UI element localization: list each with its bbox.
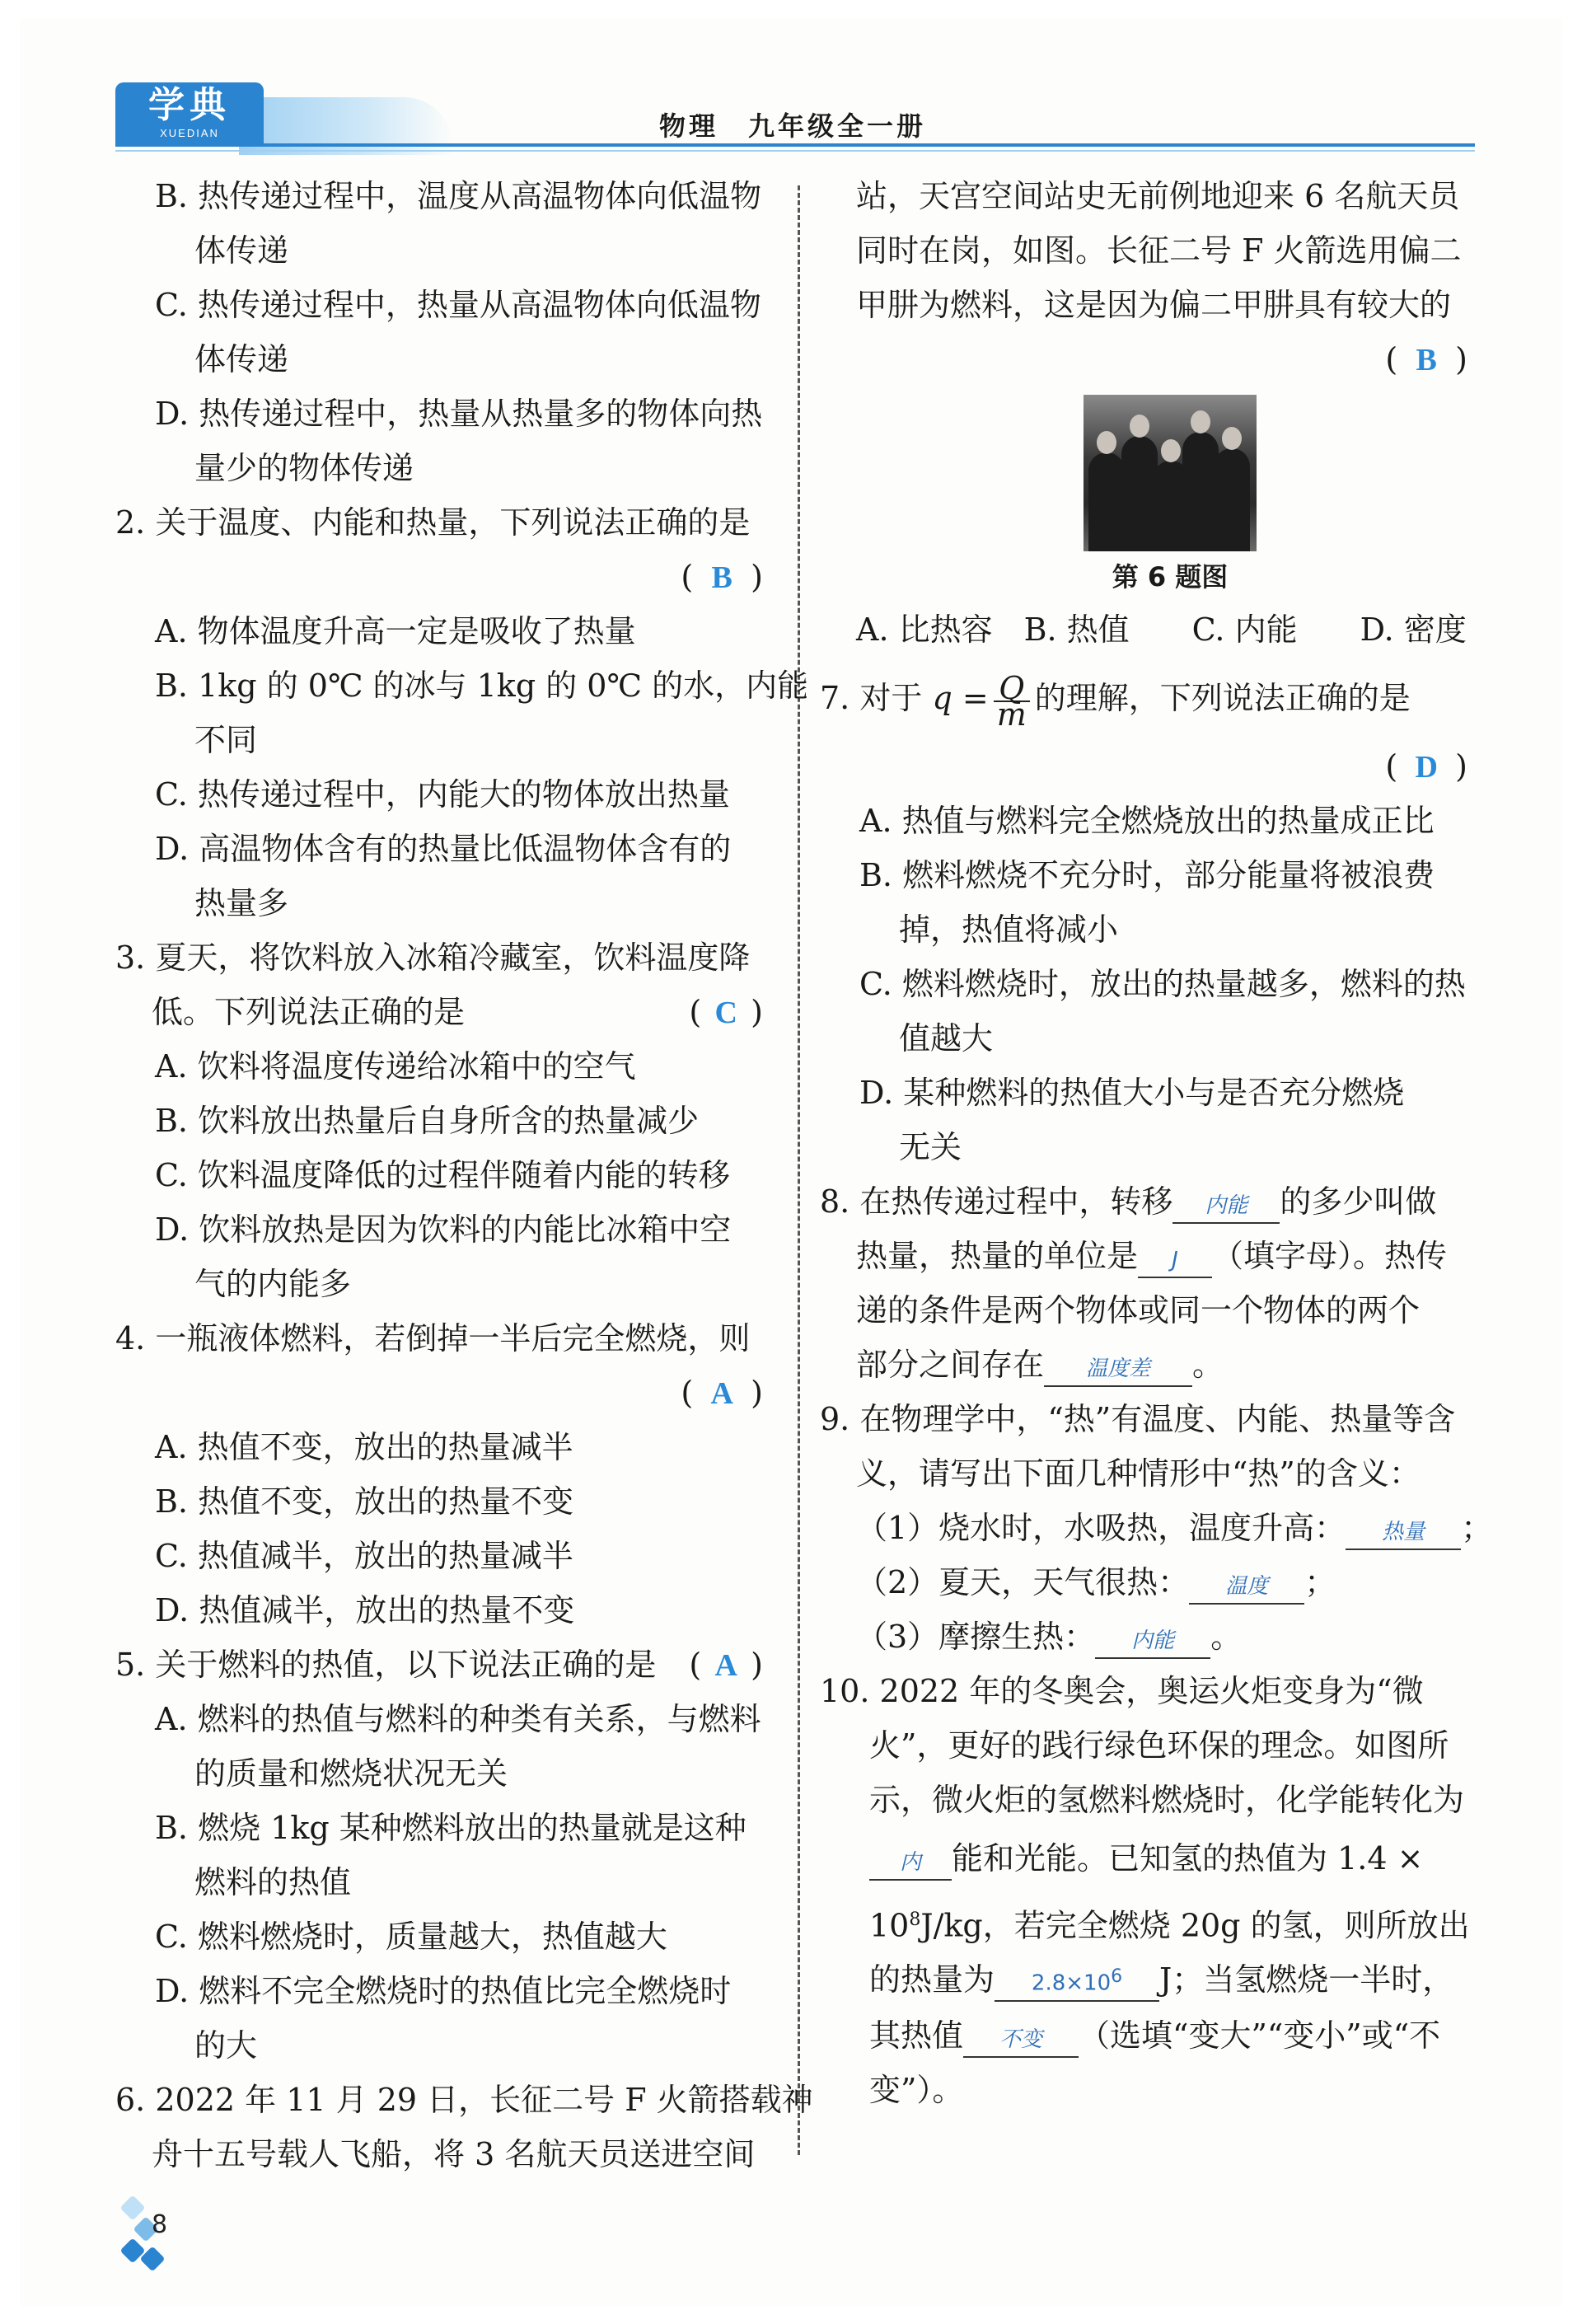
text-line (115, 1964, 775, 2018)
text-line (115, 278, 775, 332)
text-line (115, 223, 775, 278)
text-line (115, 604, 775, 658)
line-text: B. 热值不变，放出的热量不变 (155, 1483, 574, 1520)
page-header (115, 82, 1475, 165)
q7-option-line: 值越大 (899, 1020, 994, 1057)
q8-text: 。 (1192, 1347, 1224, 1383)
page-number: 8 (152, 2210, 168, 2239)
q9-blank-2: 温度 (1189, 1570, 1304, 1605)
q7-option-line: A. 热值与燃料完全燃烧放出的热量成正比 (859, 803, 1435, 839)
q10-text: 其热值 (869, 2017, 964, 2054)
q8-blank-2: J (1138, 1244, 1212, 1278)
q10-line (820, 1890, 1479, 1951)
q7-prefix: 7. 对于 (820, 680, 923, 716)
header-rule (115, 143, 1475, 147)
line-text: D. 饮料放热是因为饮料的内能比冰箱中空 (155, 1211, 732, 1248)
line-text: 燃料的热值 (194, 1864, 352, 1900)
q9-text: （2）夏天，天气很热： (856, 1564, 1190, 1600)
q8-line (820, 1338, 1479, 1392)
q6-continued-line: 甲肼为燃料，这是因为偏二甲肼具有较大的 (856, 287, 1452, 323)
q7-option-line: D. 某种燃料的热值大小与是否充分燃烧 (859, 1075, 1405, 1111)
line-text: 5. 关于燃料的热值，以下说法正确的是 (115, 1647, 657, 1683)
q10-blank-2 (995, 1961, 1159, 2002)
q10-text: 的热量为 (869, 1961, 995, 1998)
q7-formula-lhs: q = (932, 680, 989, 716)
q9-line (820, 1609, 1479, 1664)
text-line (115, 387, 775, 441)
question-answer: ( A ) (689, 1638, 775, 1693)
q8-blank-1: 内能 (1172, 1189, 1280, 1224)
q6-options: A. 比热容 B. 热值 C. 内能 D. 密度 (856, 611, 1467, 648)
header-title: 物理 九年级全一册 (659, 110, 927, 142)
line-text: 的质量和燃烧状况无关 (194, 1755, 508, 1792)
header-rule-light (115, 150, 1475, 152)
left-column (115, 169, 813, 2181)
line-text: 4. 一瓶液体燃料，若倒掉一半后完全燃烧，则 (115, 1320, 751, 1356)
line-text: 舟十五号载人飞船，将 3 名航天员送进空间 (152, 2136, 756, 2172)
line-text: 低。下列说法正确的是 (152, 994, 466, 1030)
text-line (115, 822, 775, 876)
text-line (115, 1692, 775, 1746)
answer-letter: A (714, 1648, 737, 1683)
answer-letter: B (1416, 343, 1437, 377)
q7-answer: ( D ) (820, 739, 1479, 794)
text-line (115, 1529, 775, 1583)
line-text: 6. 2022 年 11 月 29 日，长征二号 F 火箭搭载神 (115, 2082, 813, 2118)
figure-caption: 第 6 题图 (1112, 561, 1229, 593)
question-stem-line (115, 495, 775, 550)
right-column (820, 169, 1493, 2117)
line-text: A. 热值不变，放出的热量减半 (155, 1429, 573, 1465)
line-text: 体传递 (194, 232, 289, 269)
q9-text: ； (1304, 1564, 1336, 1600)
logo-sub-text: XUEDIAN (160, 127, 219, 139)
answer-letter: C (714, 996, 737, 1030)
q7-option-line: 无关 (899, 1129, 962, 1165)
q8-text: 部分之间存在 (856, 1347, 1045, 1383)
q10-text: （选填“变大”“变小”或“不 (1079, 2017, 1441, 2054)
line-text: C. 热传递过程中，热量从高温物体向低温物 (155, 287, 761, 323)
q8-text: 热量，热量的单位是 (856, 1238, 1139, 1274)
brand-logo (115, 82, 264, 147)
q8-text: 8. 在热传递过程中，转移 (820, 1183, 1173, 1220)
line-text: 的大 (194, 2027, 258, 2064)
text-line (115, 2127, 775, 2181)
question-stem-line (115, 2073, 813, 2127)
q10-blank-1: 内 (869, 1846, 952, 1881)
q10-text: J/kg，若完全燃烧 20g 的氢，则所放出 (920, 1907, 1470, 1944)
text-line (115, 1094, 775, 1148)
line-text: B. 燃烧 1kg 某种燃料放出的热量就是这种 (155, 1810, 747, 1846)
line-text: 不同 (194, 722, 258, 758)
q8-line (820, 1229, 1479, 1283)
line-text: D. 热值减半，放出的热量不变 (155, 1592, 575, 1628)
text-line (115, 1420, 775, 1474)
logo-main-text: 学典 (148, 84, 231, 126)
q10-text: J；当氢燃烧一半时， (1159, 1961, 1454, 1998)
line-text: 体传递 (194, 341, 289, 377)
answer-letter: A (710, 1376, 733, 1411)
text-line (115, 1855, 775, 1909)
question-stem-line (115, 930, 775, 985)
line-text: C. 热传递过程中，内能大的物体放出热量 (155, 776, 730, 813)
q9-line (820, 1501, 1493, 1555)
text-line (115, 1474, 775, 1529)
person-silhouette (1088, 452, 1125, 551)
line-text: D. 高温物体含有的热量比低温物体含有的 (155, 831, 732, 867)
q7-option-line: C. 燃料燃烧时，放出的热量越多，燃料的热 (859, 966, 1466, 1002)
line-text: 3. 夏天，将饮料放入冰箱冷藏室，饮料温度降 (115, 939, 751, 976)
q9-text: （1）烧水时，水吸热，温度升高： (856, 1510, 1346, 1546)
q6-answer: ( B ) (820, 332, 1479, 387)
line-text: A. 燃料的热值与燃料的种类有关系，与燃料 (155, 1701, 761, 1737)
line-text: D. 热传递过程中，热量从热量多的物体向热 (155, 396, 763, 432)
q9-line: 9. 在物理学中，“热”有温度、内能、热量等含 (820, 1401, 1456, 1437)
q10-line (820, 1951, 1479, 2008)
text-line (115, 767, 775, 822)
person-silhouette (1214, 448, 1250, 551)
q8-line (820, 1174, 1479, 1229)
line-text: B. 1kg 的 0℃ 的冰与 1kg 的 0℃ 的水，内能 (155, 668, 809, 704)
text-line (115, 985, 775, 1039)
q10-superscript: 8 (909, 1909, 921, 1930)
answer-letter: B (711, 560, 732, 595)
question-answer: ( A ) (115, 1366, 775, 1420)
q10-line: 示，微火炬的氢燃料燃烧时，化学能转化为 (869, 1782, 1465, 1818)
q9-text: 。 (1210, 1619, 1243, 1655)
line-text: B. 饮料放出热量后自身所含的热量减少 (155, 1103, 700, 1139)
line-text: 气的内能多 (194, 1266, 352, 1302)
astronauts-photo (1084, 395, 1257, 551)
q7-stem (820, 657, 1479, 739)
q10-line: 变”）。 (869, 2072, 964, 2108)
q6-continued-line: 同时在岗，如图。长征二号 F 火箭选用偏二 (856, 232, 1462, 269)
text-line (115, 441, 775, 495)
line-text: B. 热传递过程中，温度从高温物体向低温物 (155, 178, 762, 214)
q8-line: 递的条件是两个物体或同一个物体的两个 (856, 1292, 1421, 1328)
q6-continued-line: 站，天宫空间站史无前例地迎来 6 名航天员 (856, 178, 1460, 214)
q10-text: 10 (869, 1907, 910, 1944)
text-line (115, 876, 775, 930)
q9-line: 义，请写出下面几种情形中“热”的含义： (856, 1455, 1421, 1492)
q8-blank-3: 温度差 (1044, 1352, 1192, 1387)
q10-line (820, 1827, 1479, 1890)
line-text: A. 饮料将温度传递给冰箱中的空气 (155, 1048, 636, 1085)
line-text: 热量多 (194, 885, 289, 921)
q10-blank-2-value: 2.8×10 (1031, 1971, 1112, 1996)
text-line (115, 1202, 775, 1257)
q7-options (820, 794, 1479, 1174)
line-text: C. 燃料燃烧时，质量越大，热值越大 (155, 1919, 667, 1955)
q9-text: ； (1461, 1510, 1493, 1546)
q7-option-line: B. 燃料燃烧不充分时，部分能量将被浪费 (859, 857, 1435, 893)
text-line (115, 1257, 775, 1311)
q8-text: （填字母）。热传 (1212, 1238, 1448, 1274)
q10-blank-2-exponent: 6 (1111, 1966, 1123, 1988)
line-text: C. 饮料温度降低的过程伴随着内能的转移 (155, 1157, 730, 1193)
q7-fraction-denominator: m (996, 696, 1027, 733)
q10-line: 10. 2022 年的冬奥会，奥运火炬变身为“微 (820, 1673, 1424, 1709)
q7-fraction-numerator: Q (994, 676, 1030, 702)
line-text: 量少的物体传递 (194, 450, 414, 486)
question-answer: ( C ) (689, 985, 775, 1040)
text-line (115, 2018, 775, 2073)
q7-fraction (994, 669, 1030, 733)
q6-figure (820, 387, 1479, 602)
text-line (115, 332, 775, 387)
question-stem-line (115, 1638, 775, 1692)
text-line (115, 1746, 775, 1801)
line-text: 2. 关于温度、内能和热量，下列说法正确的是 (115, 504, 751, 541)
text-line (115, 1583, 775, 1638)
text-line (115, 658, 809, 713)
text-line (115, 1909, 775, 1964)
text-line (115, 169, 775, 223)
q9-text: （3）摩擦生热： (856, 1619, 1096, 1655)
line-text: A. 物体温度升高一定是吸收了热量 (155, 613, 636, 649)
q10-line: 火”，更好的践行绿色环保的理念。如图所 (869, 1727, 1449, 1764)
question-stem-line (115, 1311, 775, 1366)
text-line (115, 713, 775, 767)
q7-option-line: 掉，热值将减小 (899, 911, 1119, 948)
q10-line (820, 2008, 1479, 2063)
line-text: D. 燃料不完全燃烧时的热值比完全燃烧时 (155, 1973, 732, 2009)
text-line (115, 1801, 775, 1855)
q8-text: 的多少叫做 (1280, 1183, 1437, 1220)
answer-letter: D (1415, 750, 1438, 785)
q7-suffix: 的理解，下列说法正确的是 (1034, 680, 1411, 716)
q9-line (820, 1555, 1479, 1609)
q9-blank-3: 内能 (1095, 1624, 1210, 1659)
question-answer: ( B ) (115, 550, 775, 604)
q10-blank-3: 不变 (963, 2023, 1079, 2058)
text-line (115, 1148, 775, 1202)
line-text: C. 热值减半，放出的热量减半 (155, 1538, 573, 1574)
column-divider (798, 185, 800, 2155)
q10-text: 能和光能。已知氢的热值为 1.4 × (952, 1840, 1424, 1877)
text-line (115, 1039, 775, 1094)
q9-blank-1: 热量 (1346, 1516, 1461, 1550)
